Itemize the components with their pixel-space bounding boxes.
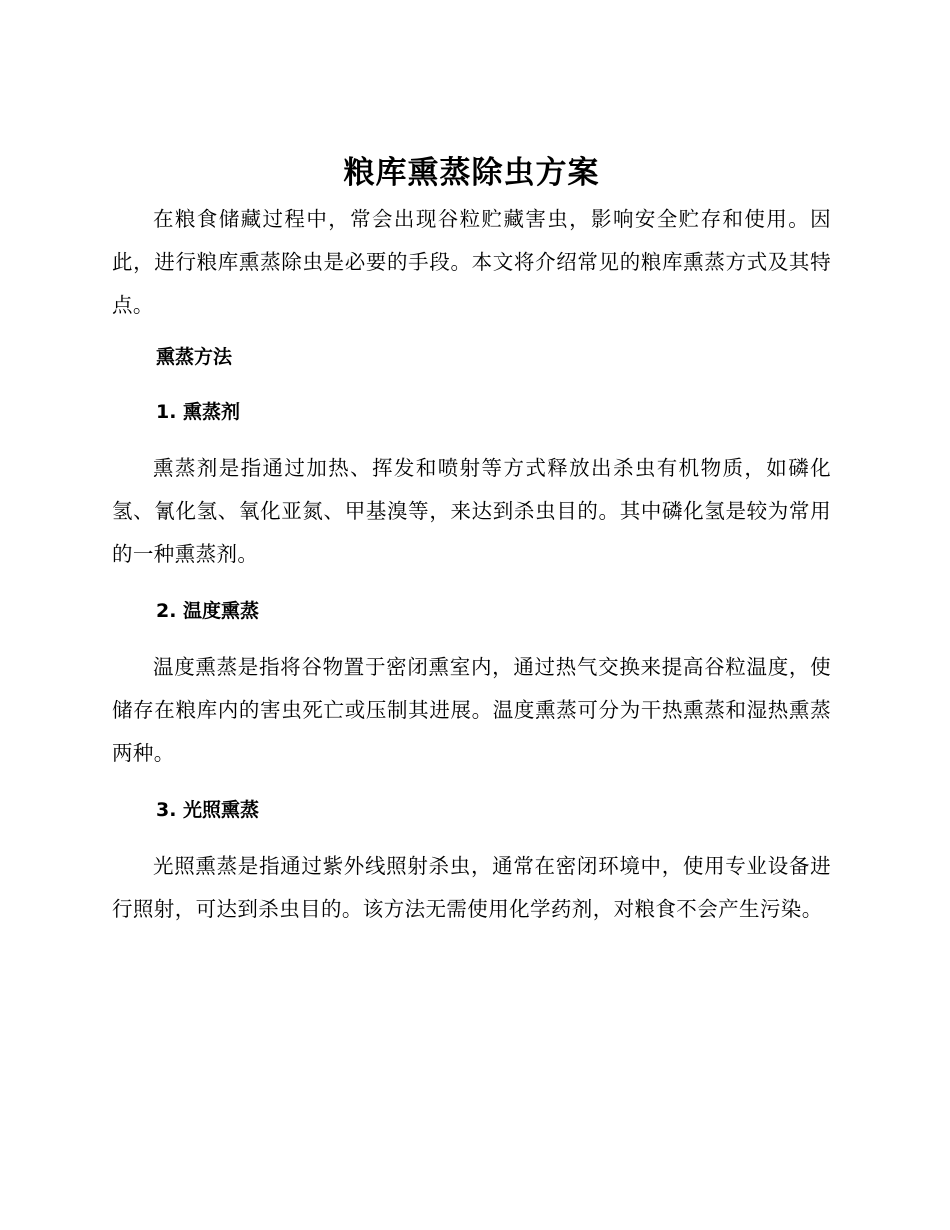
spacer — [112, 327, 831, 337]
item-body-light: 光照熏蒸是指通过紫外线照射杀虫，通常在密闭环境中，使用专业设备进行照射，可达到杀虫目的。该方法无需使用化学药剂，对粮食不会产生污染。 — [112, 854, 831, 921]
item-body-fumigant: 熏蒸剂是指通过加热、挥发和喷射等方式释放出杀虫有机物质，如磷化氢、氰化氢、氧化亚氮、甲基溴等，来达到杀虫目的。其中磷化氢是较为常用的一种熏蒸剂。 — [112, 456, 831, 566]
item-heading-light: 3. 光照熏蒸 — [156, 799, 260, 821]
section-heading: 熏蒸方法 — [156, 346, 233, 368]
intro-paragraph: 在粮食储藏过程中，常会出现谷粒贮藏害虫，影响安全贮存和使用。因此，进行粮库熏蒸除虫是必要的手段。本文将介绍常见的粮库熏蒸方式及其特点。 — [112, 207, 831, 317]
spacer — [112, 830, 831, 845]
item-body-temperature: 温度熏蒸是指将谷物置于密闭熏室内，通过热气交换来提高谷粒温度，使储存在粮库内的害虫死亡或压制其进展。温度熏蒸可分为干热熏蒸和湿热熏蒸两种。 — [112, 655, 831, 765]
spacer — [112, 631, 831, 646]
spacer — [112, 775, 831, 790]
document-title: 粮库熏蒸除虫方案 — [343, 155, 600, 191]
spacer — [112, 377, 831, 392]
item-heading-fumigant: 1. 熏蒸剂 — [156, 401, 241, 423]
spacer — [112, 576, 831, 591]
item-heading-temperature: 2. 温度熏蒸 — [156, 600, 260, 622]
document-body — [112, 148, 831, 931]
spacer — [112, 432, 831, 447]
